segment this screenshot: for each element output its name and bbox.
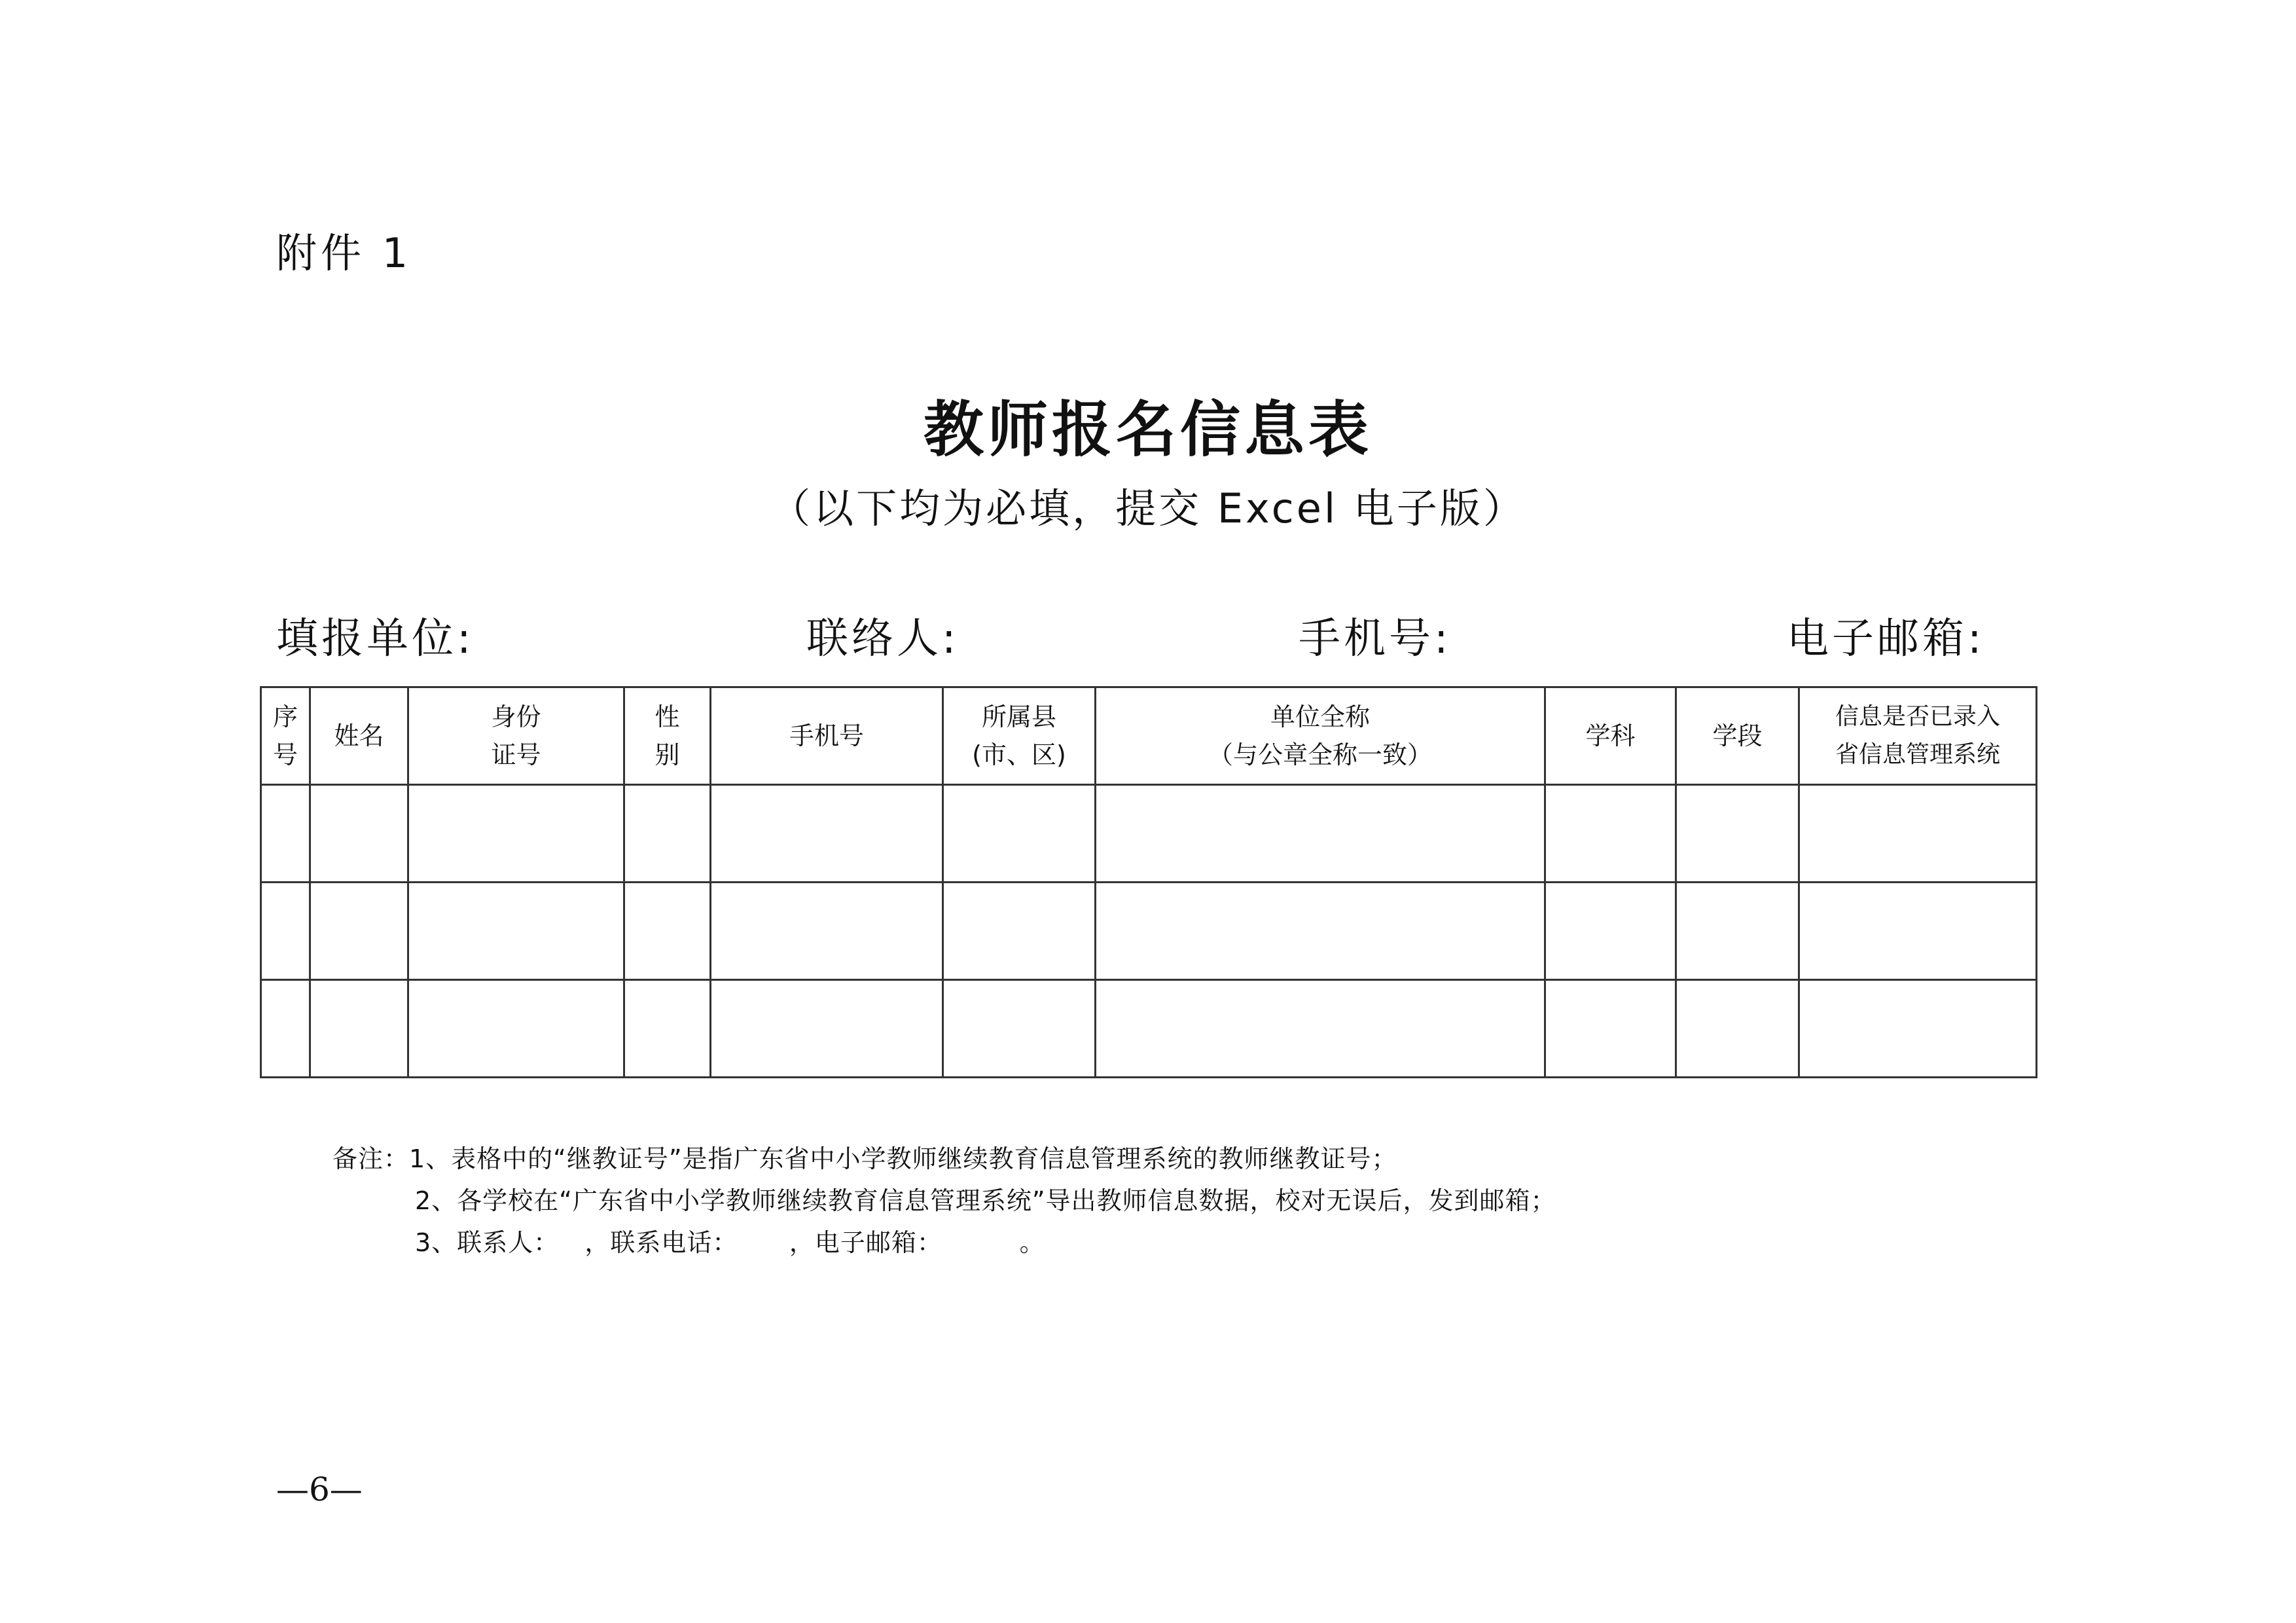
table-cell[interactable]: [1799, 883, 2037, 980]
table-cell[interactable]: [408, 883, 624, 980]
table-cell[interactable]: [1676, 980, 1799, 1078]
fill-email-label: 电子邮箱:: [1787, 615, 1985, 663]
table-cell[interactable]: [711, 785, 943, 883]
table-cell[interactable]: [943, 980, 1096, 1078]
attachment-label: 附件 1: [276, 229, 412, 277]
table-cell[interactable]: [261, 883, 310, 980]
table-cell[interactable]: [1545, 785, 1676, 883]
header-gender: [624, 687, 711, 785]
table-header-row: [261, 687, 2037, 785]
table-cell[interactable]: [1676, 883, 1799, 980]
header-index-line1: 序: [272, 702, 298, 731]
header-index-line2: 号: [272, 740, 298, 769]
header-gender-line1: 性: [655, 702, 680, 731]
header-stage-line1: 学段: [1712, 721, 1763, 750]
table-row: [261, 980, 2037, 1078]
header-info-entered: [1799, 687, 2037, 785]
table-cell[interactable]: [310, 785, 408, 883]
table-cell[interactable]: [1799, 980, 2037, 1078]
table-cell[interactable]: [408, 980, 624, 1078]
header-phone-line1: 手机号: [789, 721, 864, 750]
page-title: 教师报名信息表: [923, 394, 1372, 465]
table-cell[interactable]: [1096, 980, 1545, 1078]
header-unit-line1: 单位全称: [1270, 702, 1370, 731]
note-line-3: 3、联系人： ，联系电话： ，电子邮箱： 。: [415, 1228, 1045, 1257]
table-cell[interactable]: [408, 785, 624, 883]
header-index: [261, 687, 310, 785]
table-row: [261, 785, 2037, 883]
header-name: [310, 687, 408, 785]
header-unit-fullname: [1096, 687, 1545, 785]
table-cell[interactable]: [1676, 785, 1799, 883]
table-cell[interactable]: [624, 883, 711, 980]
table-cell[interactable]: [1799, 785, 2037, 883]
table-cell[interactable]: [261, 980, 310, 1078]
header-subject-line1: 学科: [1585, 721, 1636, 750]
table-cell[interactable]: [1545, 980, 1676, 1078]
table-cell[interactable]: [624, 785, 711, 883]
header-id-line1: 身份: [491, 702, 541, 731]
fill-unit-label: 填报单位:: [276, 615, 475, 663]
table-cell[interactable]: [711, 883, 943, 980]
page-number: —6—: [276, 1470, 363, 1508]
table-cell[interactable]: [1096, 883, 1545, 980]
registration-table: [260, 686, 2037, 1078]
table-cell[interactable]: [624, 980, 711, 1078]
table-cell[interactable]: [943, 785, 1096, 883]
notes-block: [332, 1138, 1556, 1264]
table-cell[interactable]: [1545, 883, 1676, 980]
header-county: [943, 687, 1096, 785]
header-gender-line2: 别: [655, 740, 680, 769]
header-info-line1: 信息是否已录入: [1835, 703, 2000, 730]
header-county-line2: (市、区): [972, 740, 1066, 769]
fill-phone-label: 手机号:: [1299, 615, 1452, 663]
table-cell[interactable]: [943, 883, 1096, 980]
header-phone: [711, 687, 943, 785]
table-cell[interactable]: [310, 883, 408, 980]
header-id-number: [408, 687, 624, 785]
header-county-line1: 所属县: [981, 702, 1056, 731]
table-cell[interactable]: [310, 980, 408, 1078]
table-cell[interactable]: [711, 980, 943, 1078]
header-subject: [1545, 687, 1676, 785]
header-id-line2: 证号: [491, 740, 541, 769]
header-name-line1: 姓名: [334, 721, 384, 750]
note-line-1: 备注：1、表格中的“继教证号”是指广东省中小学教师继续教育信息管理系统的教师继教证号；: [332, 1144, 1397, 1173]
table-row: [261, 883, 2037, 980]
table-cell[interactable]: [261, 785, 310, 883]
header-stage: [1676, 687, 1799, 785]
note-line-2: 2、各学校在“广东省中小学教师继续教育信息管理系统”导出教师信息数据，校对无误后，发到邮箱；: [415, 1186, 1556, 1215]
table-cell[interactable]: [1096, 785, 1545, 883]
header-info-line2: 省信息管理系统: [1835, 741, 2000, 768]
header-unit-line2: （与公章全称一致）: [1208, 740, 1432, 769]
page-subtitle: （以下均为必填，提交 Excel 电子版）: [770, 484, 1526, 532]
fill-contact-label: 联络人:: [806, 615, 960, 663]
